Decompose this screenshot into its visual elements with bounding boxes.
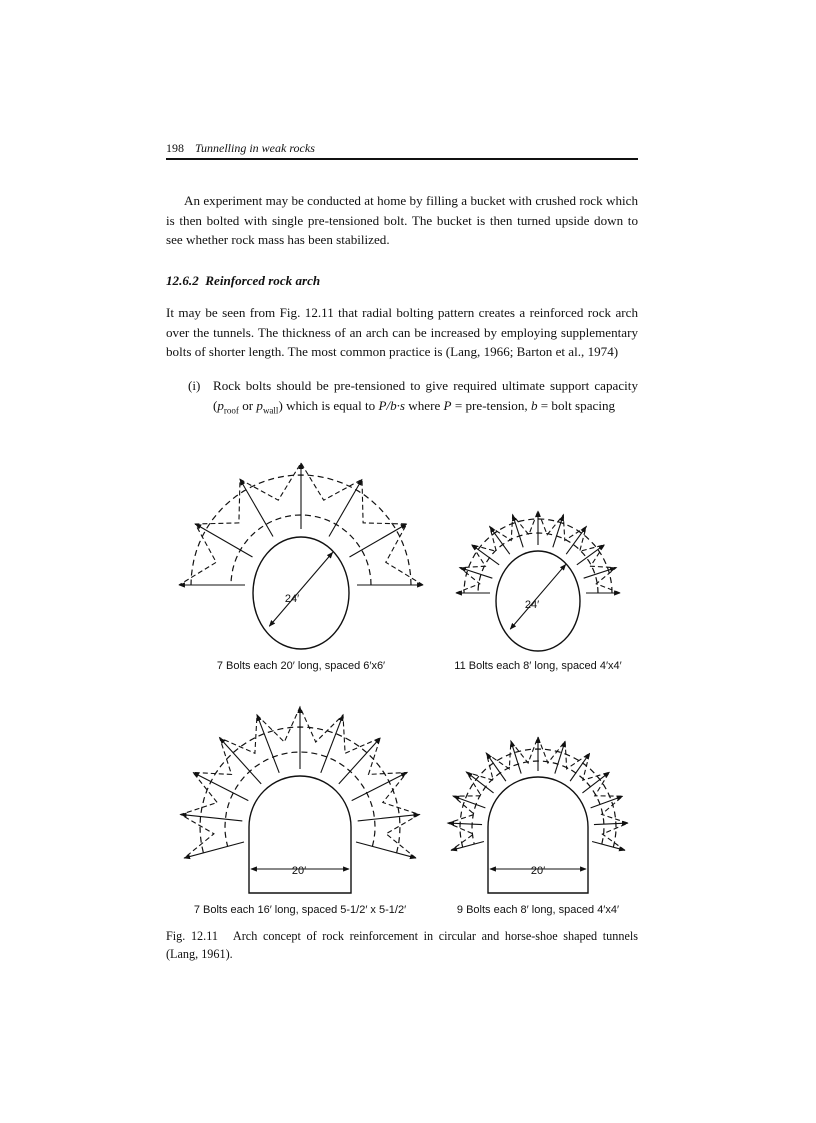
rock-bolt [511, 741, 521, 773]
rock-bolt [195, 524, 252, 557]
rock-bolt [184, 842, 244, 858]
rock-bolt [555, 741, 565, 773]
rock-bolt [460, 568, 492, 579]
running-title: Tunnelling in weak rocks [195, 141, 315, 155]
rock-bolt [352, 773, 407, 801]
rock-bolt [553, 515, 564, 547]
header-rule [166, 158, 638, 160]
panel-caption: 7 Bolts each 16′ long, spaced 5-1/2′ x 5-1/2′ [193, 904, 407, 916]
diameter-arrow [510, 564, 565, 629]
dimension-label: 24′ [524, 599, 540, 611]
panel-caption: 9 Bolts each 8′ long, spaced 4′x4′ [456, 904, 620, 916]
rock-bolt [486, 753, 506, 781]
rock-bolt [193, 773, 248, 801]
rock-bolt [451, 841, 484, 850]
dimension-label: 20′ [291, 865, 307, 877]
rock-bolt [592, 841, 625, 850]
rock-bolt [339, 738, 380, 784]
rock-bolt [453, 796, 485, 808]
list-item-text: Rock bolts should be pre-tensioned to give required ultimate support capacity ($p_{roof}$ or $p_{wall}$) which is equal to P/b·s where P = pre-tension, b = bolt spacing [213, 378, 638, 416]
rock-bolt [321, 715, 343, 773]
rock-bolt [356, 842, 416, 858]
figure-rock-arch [170, 455, 650, 925]
list-item [188, 376, 638, 421]
list-item-number: (i) [188, 378, 201, 393]
panel-circular-long-bolts [179, 463, 423, 649]
rock-bolt [513, 515, 524, 547]
running-header [166, 141, 638, 156]
section-heading [166, 273, 320, 289]
section-number: 12.6.2 [166, 273, 199, 288]
rock-bolt [257, 715, 279, 773]
panel-caption: 7 Bolts each 20′ long, spaced 6′x6′ [216, 660, 386, 672]
rock-bolt [582, 772, 609, 793]
rock-bolt [448, 823, 482, 824]
rock-bolt [594, 823, 628, 824]
figure-caption [166, 927, 638, 963]
paragraph-experiment: An experiment may be conducted at home by filling a bucket with crushed rock which is then bolted with single pre-tensioned bolt. The bucket is then turned upside down to see whether rock mass has been stabilized. [166, 193, 638, 247]
rock-bolt [570, 753, 590, 781]
panel-caption: 11 Bolts each 8′ long, spaced 4′x4′ [454, 660, 622, 672]
page-number: 198 [166, 141, 184, 155]
figure-label: Fig. 12.11 [166, 929, 218, 943]
section-title: Reinforced rock arch [205, 273, 321, 288]
dimension-label: 20′ [530, 865, 546, 877]
figure-caption-text: Arch concept of rock reinforcement in circular and horse-shoe shaped tunnels (Lang, 1961). [166, 929, 639, 961]
rock-bolt [591, 796, 623, 808]
dimension-label: 24′ [284, 593, 300, 605]
tunnel-outline [253, 537, 349, 649]
paragraph-arch: It may be seen from Fig. 12.11 that radial bolting pattern creates a reinforced rock arch over the tunnels. The thickness of an arch can be increased by employing supplementary bolts of shorter length. The most common practice is (Lang, 1966; Barton et al., 1974) [166, 305, 638, 359]
rock-bolt [181, 814, 243, 820]
diameter-arrow [269, 552, 332, 626]
panel-circular-short-bolts [456, 511, 620, 651]
rock-bolt [584, 568, 616, 579]
